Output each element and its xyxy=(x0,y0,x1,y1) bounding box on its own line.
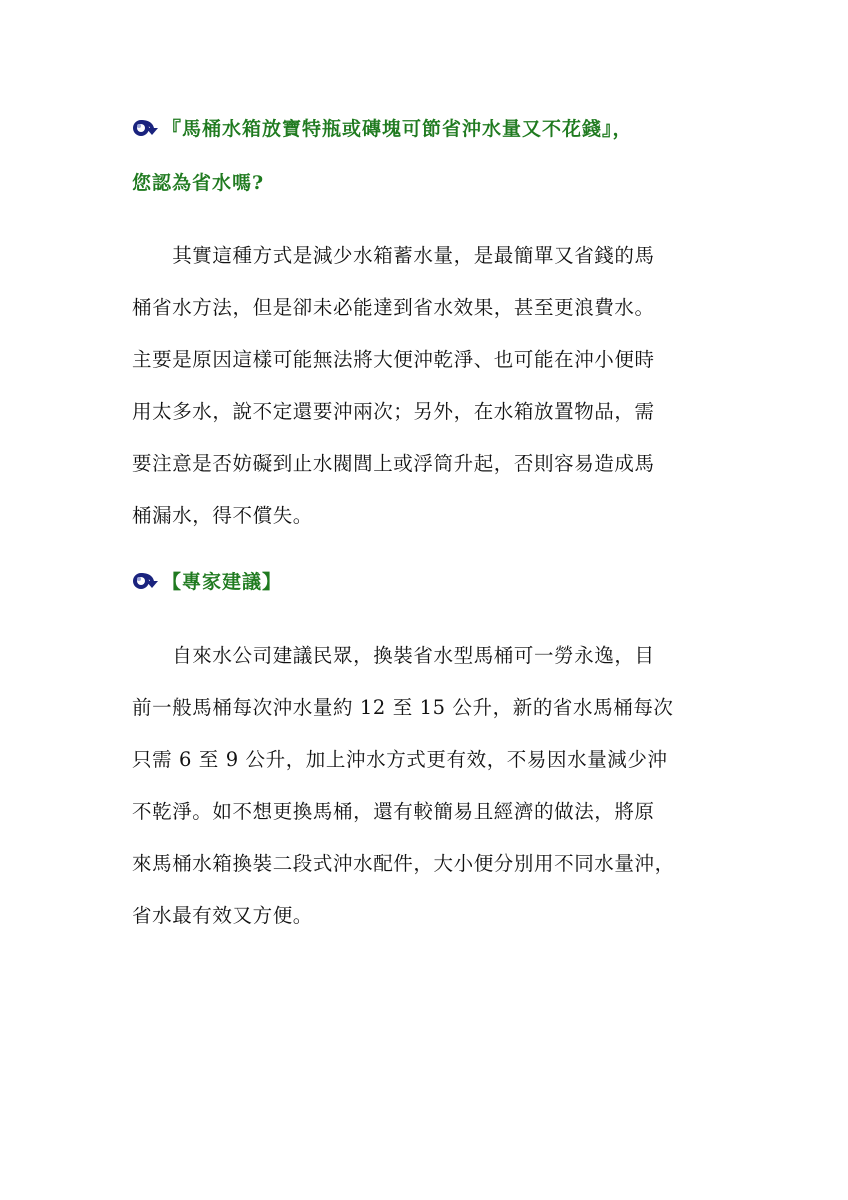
arrow-bullet-icon xyxy=(132,118,160,138)
body-line: 桶漏水，得不償失。 xyxy=(132,504,313,527)
arrow-bullet-icon xyxy=(132,571,160,591)
body-line: 自來水公司建議民眾，換裝省水型馬桶可一勞永逸，目 xyxy=(132,644,655,667)
body-line: 前一般馬桶每次沖水量約 12 至 15 公升，新的省水馬桶每次 xyxy=(132,696,674,719)
body-line: 只需 6 至 9 公升，加上沖水方式更有效，不易因水量減少沖 xyxy=(132,748,668,771)
section-2-heading-text: 【專家建議】 xyxy=(162,571,283,593)
section-2-heading xyxy=(132,567,282,594)
body-line: 要注意是否妨礙到止水閥閭上或浮筒升起，否則容易造成馬 xyxy=(132,452,655,475)
section-1-heading-text: 『馬桶水箱放寶特瓶或磚塊可節省沖水量又不花錢』， xyxy=(162,118,633,140)
body-line: 用太多水，說不定還要沖兩次；另外，在水箱放置物品，需 xyxy=(132,400,655,423)
body-line: 不乾淨。如不想更換馬桶，還有較簡易且經濟的做法，將原 xyxy=(132,800,655,823)
body-line: 主要是原因這樣可能無法將大便沖乾淨、也可能在沖小便時 xyxy=(132,348,655,371)
body-line: 桶省水方法，但是卻未必能達到省水效果，甚至更浪費水。 xyxy=(132,296,655,319)
body-line: 來馬桶水箱換裝二段式沖水配件，大小便分別用不同水量沖， xyxy=(132,852,675,875)
body-line: 其實這種方式是減少水箱蓄水量，是最簡單又省錢的馬 xyxy=(132,244,655,267)
body-line: 省水最有效又方便。 xyxy=(132,904,313,927)
section-1-heading-line2: 您認為省水嗎? xyxy=(132,172,265,194)
section-1-heading xyxy=(132,114,633,141)
